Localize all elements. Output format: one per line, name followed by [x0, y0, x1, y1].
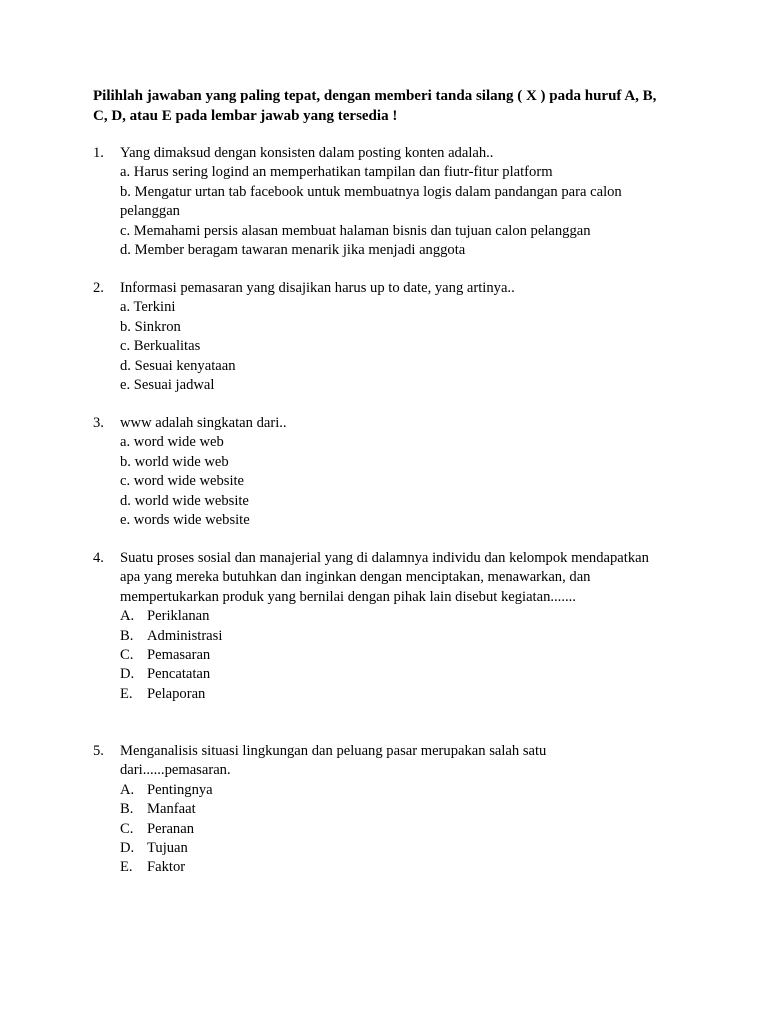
option-text: Pentingnya [147, 781, 213, 798]
option-letter: c. [120, 222, 131, 239]
option-letter: d. [120, 357, 131, 374]
option-letter: a. [120, 164, 131, 181]
option-letter: A. [120, 781, 135, 798]
question-1 [93, 144, 653, 260]
instruction-text: Pilihlah jawaban yang paling tepat, dengan memberi tanda silang ( X ) pada huruf A, B, C, D, atau E pada lembar jawab yang tersedia ! [93, 88, 657, 124]
option-letter: A. [120, 608, 135, 625]
option-letter: E. [120, 685, 133, 702]
option-c [120, 646, 653, 665]
question-5 [93, 742, 653, 878]
option-text: Tujuan [147, 840, 188, 857]
option-d [120, 357, 653, 376]
option-letter: e. [120, 377, 131, 394]
option-letter: e. [120, 512, 131, 529]
option-c [120, 820, 653, 839]
option-text: Sinkron [134, 318, 181, 335]
option-letter: B. [120, 801, 134, 818]
question-2 [93, 279, 653, 395]
option-a [120, 781, 653, 800]
question-3 [93, 414, 653, 530]
option-e [120, 685, 653, 704]
option-a [120, 298, 653, 317]
question-text: Informasi pemasaran yang disajikan harus up to date, yang artinya.. [120, 280, 515, 296]
option-letter: a. [120, 299, 131, 316]
question-4 [93, 549, 653, 704]
option-letter: b. [120, 318, 131, 335]
question-number: 2. [93, 280, 104, 296]
option-c [120, 222, 653, 241]
option-text: Periklanan [147, 608, 210, 625]
option-text: word wide website [133, 473, 245, 490]
question-number: 3. [93, 415, 104, 431]
option-a [120, 433, 653, 452]
option-text: Peranan [147, 820, 195, 837]
option-text: Pelaporan [147, 685, 206, 702]
option-a [120, 163, 653, 182]
option-letter: b. [120, 183, 131, 200]
option-text: Manfaat [147, 801, 196, 818]
option-letter: C. [120, 820, 134, 837]
option-text: Administrasi [147, 627, 223, 644]
option-letter: D. [120, 840, 135, 857]
option-e [120, 858, 653, 877]
option-text: Harus sering logind an memperhatikan tampilan dan fiutr-fitur platform [133, 164, 553, 181]
option-e [120, 511, 653, 530]
option-e [120, 376, 653, 395]
option-letter: c. [120, 473, 131, 490]
option-b [120, 453, 653, 472]
question-text: Suatu proses sosial dan manajerial yang di dalamnya individu dan kelompok mendapatkan apa yang mereka butuhkan dan inginkan dengan menciptakan, menawarkan, dan mempertukarkan produk yang bernilai dengan pihak lain disebut kegiatan....... [120, 550, 649, 605]
option-text: world wide website [134, 492, 249, 509]
option-letter: d. [120, 492, 131, 509]
option-text: Faktor [147, 859, 186, 876]
option-text: Berkualitas [133, 338, 201, 355]
option-text: Pencatatan [147, 666, 211, 683]
option-text: Mengatur urtan tab facebook untuk membuatnya logis dalam pandangan para calon pelanggan [120, 183, 622, 220]
option-letter: E. [120, 859, 133, 876]
option-d [120, 839, 653, 858]
option-text: Terkini [133, 299, 176, 316]
option-letter: C. [120, 647, 134, 664]
option-b [120, 627, 653, 646]
option-b [120, 318, 653, 337]
question-text: Yang dimaksud dengan konsisten dalam posting konten adalah.. [120, 145, 494, 161]
option-d [120, 241, 653, 260]
option-text: Sesuai kenyataan [134, 357, 236, 374]
option-letter: d. [120, 242, 131, 259]
option-text: word wide web [133, 434, 224, 451]
option-b [120, 800, 653, 819]
option-text: Pemasaran [147, 647, 211, 664]
question-text: www adalah singkatan dari.. [120, 415, 287, 431]
question-number: 1. [93, 145, 104, 161]
option-b [120, 183, 653, 222]
option-text: words wide website [133, 512, 250, 529]
option-text: world wide web [134, 453, 229, 470]
question-text: Menganalisis situasi lingkungan dan peluang pasar merupakan salah satu dari......pemasaran. [120, 743, 547, 779]
option-text: Member beragam tawaran menarik jika menjadi anggota [134, 242, 466, 259]
option-c [120, 337, 653, 356]
option-letter: B. [120, 627, 134, 644]
option-d [120, 665, 653, 684]
question-number: 4. [93, 550, 104, 566]
option-text: Memahami persis alasan membuat halaman bisnis dan tujuan calon pelanggan [133, 222, 591, 239]
question-number: 5. [93, 743, 104, 759]
option-text: Sesuai jadwal [133, 377, 215, 394]
option-letter: c. [120, 338, 131, 355]
option-c [120, 472, 653, 491]
option-a [120, 607, 653, 626]
option-letter: D. [120, 666, 135, 683]
option-d [120, 492, 653, 511]
option-letter: a. [120, 434, 131, 451]
option-letter: b. [120, 453, 131, 470]
